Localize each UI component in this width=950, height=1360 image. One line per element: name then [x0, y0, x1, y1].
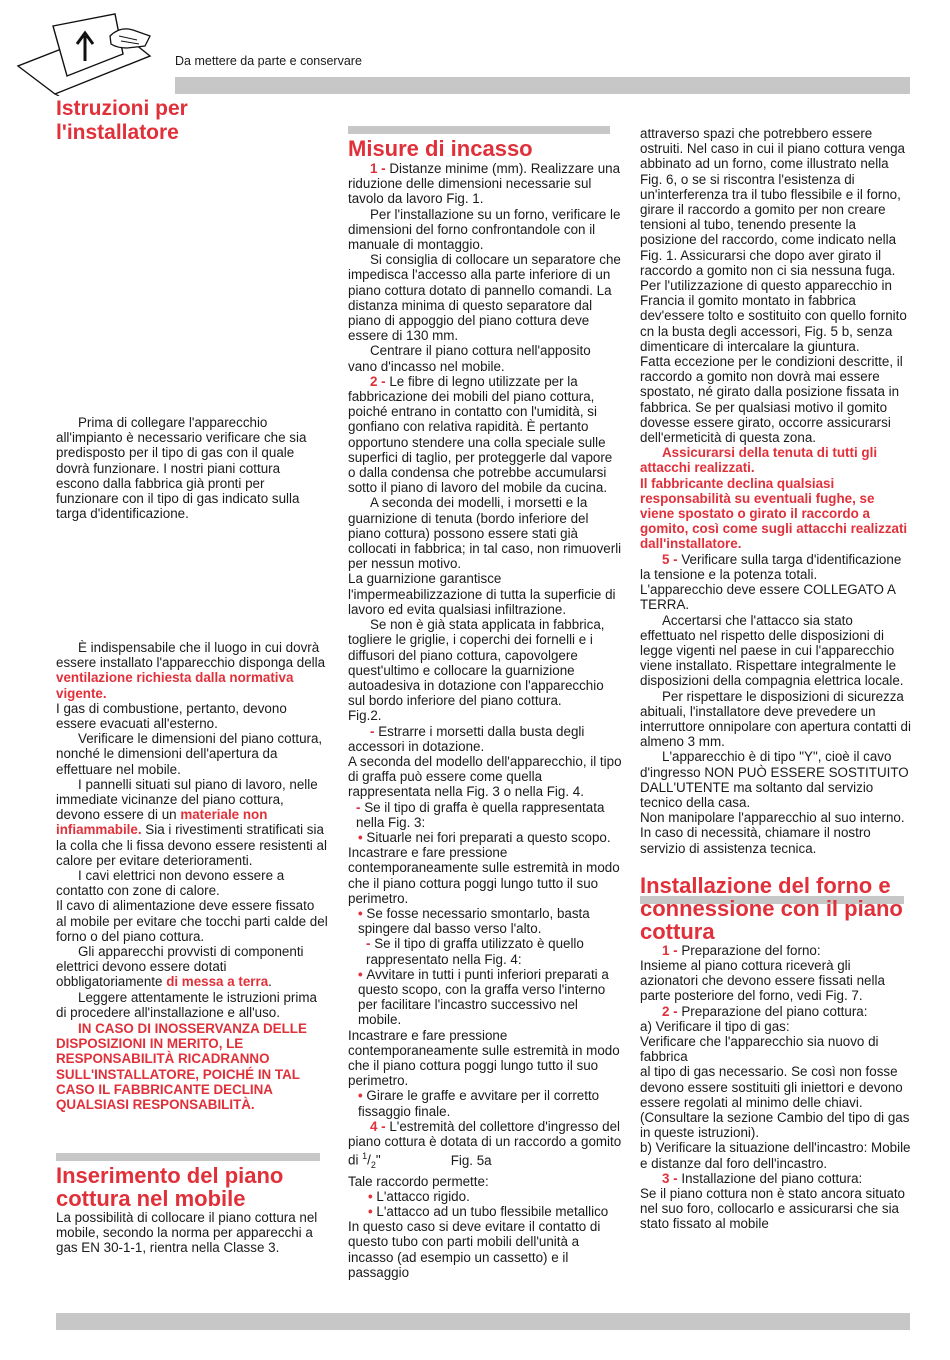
paragraph: I pannelli situati sul piano di lavoro, nelle immediate vicinanze del piano cottura, devono essere di un materiale non infiammabile. Sia i rivestimenti stratificati sia la colla che li fissa devono essere resistenti al calore per evitare deterioramenti. — [56, 776, 327, 868]
paragraph: Fatta eccezione per le condizioni descritte, il raccordo a gomito non dovrà mai essere spostato, né girato dalla posizione fissata in fabbrica. Se per qualsiasi motivo il gomito dovesse essere girato, occorre assicurarsi dell'ermeticità di questa zona. — [640, 354, 903, 446]
warning-text: Assicurarsi della tenuta di tutti gli attacchi realizzati. — [640, 445, 878, 476]
column1-section — [56, 1164, 326, 1256]
column2-top-bar — [348, 126, 610, 134]
paragraph: Gli apparecchi provvisti di componenti elettrici devono essere dotati obbligatoriamente di messa a terra. — [56, 944, 304, 990]
paragraph: A seconda dei modelli, i morsetti e la guarnizione di tenuta (bordo inferiore del piano cottura) possono essere stati già collocati in fabbrica; in tal caso, non rimuoverli per nessun motivo. — [348, 495, 622, 572]
paragraph: Prima di collegare l'apparecchio all'impianto è necessario verificare che sia predisposto per il tipo di gas con il quale dovrà funzionare. I nostri piani cottura escono dalla fabbrica già pronti per funzionare con il tipo di gas indicato sulla targa d'identificazione. — [56, 415, 307, 522]
paragraph: I gas di combustione, pertanto, devono essere evacuati all'esterno. — [56, 700, 287, 732]
paragraph: Il cavo di alimentazione deve essere fissato al mobile per evitare che tocchi parti calde del forno o del piano cottura. — [56, 898, 328, 944]
paragraph: Tale raccordo permette: — [348, 1173, 489, 1189]
paragraph: Per l'utilizzazione di questo apparecchio in Francia il gomito montato in fabbrica dev'essere tolto e sostituito con quello fornito cn la busta degli accessori, Fig. 5 b, senza dimenticare di intercalare la giuntura. — [640, 278, 907, 354]
page-title: Istruzioni per l'installatore — [56, 97, 188, 144]
paragraph: Per l'installazione su un forno, verificare le dimensioni del forno confrontandole con il manuale di montaggio. — [348, 206, 621, 253]
list-item: • L'attacco rigido. — [368, 1188, 470, 1204]
paragraph: Si consiglia di collocare un separatore che impedisca l'accesso alla parte inferiore di un piano cottura dotato di pannello comandi. La distanza minima di questo separatore dal piano di appoggio del piano cottura deve essere di 130 mm. — [348, 252, 621, 344]
paragraph: b) Verificare la situazione dell'incastro: Mobile e distanze dal foro dell'incastro. — [640, 1140, 911, 1171]
paragraph: 5 - Verificare sulla targa d'identificazione la tensione e la potenza totali. — [640, 551, 902, 582]
paragraph: Centrare il piano cottura nell'apposito vano d'incasso nel mobile. — [348, 343, 591, 374]
paragraph: I cavi elettrici non devono essere a contatto con zone di calore. — [56, 868, 285, 899]
column2 — [348, 137, 623, 1280]
paragraph: attraverso spazi che potrebbero essere ostruiti. Nel caso in cui il piano cottura venga abbinato ad un forno, come illustrato nella Fig. 6, o se si riscontra l'esistenza di un'interferenza tra il tubo flessibile e il forno, girare il raccordo a gomito per non creare tensioni al tubo, tenendo presente la posizione del raccordo, come indicato nella Fig. 1. Assicurarsi che dopo aver girato il raccordo a gomito non ci sia nessuna fuga. — [640, 126, 905, 278]
paragraph: Incastrare e fare pressione contemporaneamente sulle estremità in modo che il piano cottura poggi lungo tutto il suo perimetro. — [348, 1027, 620, 1089]
paragraph: Leggere attentamente le istruzioni prima di procedere all'installazione e all'uso. — [56, 989, 317, 1020]
warning-text: Il fabbricante declina qualsiasi responsabilità su eventuali fughe, se viene spostato o girato il raccordo a gomito, così come sugli attacchi realizzati dall'installatore. — [640, 475, 908, 552]
paragraph: L'apparecchio deve essere COLLEGATO A TERRA. — [640, 582, 896, 613]
paragraph: 4 - L'estremità del collettore d'ingresso del piano cottura è dotata di un raccordo a gomito di $^1/_2$" Fig. 5a — [348, 1118, 622, 1171]
paragraph: 2 - Le fibre di legno utilizzate per la fabbricazione dei mobili del piano cottura, poiché entrano in contatto con l'umidità, si gonfiano con relativa rapidità. È pertanto opportuno stendere una colla speciale sulle superfici di taglio, per proteggerle dal vapore o dalla condensa che potrebbe accumularsi sotto il piano di lavoro del mobile da cucina. — [348, 373, 613, 496]
list-item: • Avvitare in tutti i punti inferiori preparati a questo scopo, con la graffa verso l'interno per facilitare l'incastro successivo nel mobile. — [358, 966, 609, 1028]
paragraph: In questo caso si deve evitare il contatto di questo tubo con parti mobili dell'unità a incasso (ad esempio un cassetto) e il passaggio — [348, 1219, 601, 1280]
paragraph: 2 - Preparazione del piano cottura: — [662, 1003, 868, 1019]
section-heading: Inserimento del piano cottura nel mobile — [56, 1163, 284, 1211]
paragraph: Se il piano cottura non è stato ancora situato nel suo foro, collocarlo e assicurarsi che sia stato fissato al mobile — [640, 1186, 906, 1232]
header-tagline: Da mettere da parte e conservare — [175, 54, 362, 68]
paragraph: A seconda del modello dell'apparecchio, il tipo di graffa può essere come quella rappresentata nella Fig. 3 o nella Fig. 4. — [348, 753, 622, 800]
list-item: • Situarle nei fori preparati a questo scopo. — [358, 829, 611, 845]
column1-body — [56, 640, 328, 1112]
paragraph: La possibilità di collocare il piano cottura nel mobile, secondo la norma per apparecchi a gas EN 30-1-1, rientra nella Classe 3. — [56, 1210, 318, 1256]
paragraph: Verificare le dimensioni del piano cottura, nonché le dimensioni dell'apertura da effettuare nel mobile. — [56, 731, 323, 777]
paragraph: Incastrare e fare pressione contemporaneamente sulle estremità in modo che il piano cottura poggi lungo tutto il suo perimetro. — [348, 845, 620, 906]
list-item: • Girare le graffe e avvitare per il corretto fissaggio finale. — [358, 1088, 600, 1119]
column3 — [640, 126, 912, 1232]
hand-lifting-page-icon — [15, 6, 155, 96]
paragraph: Insieme al piano cottura riceverà gli azionatori che devono essere fissati nella parte posteriore del forno, vedi Fig. 7. — [640, 957, 885, 1004]
paragraph: Fig.2. — [348, 708, 382, 724]
column1-intro — [56, 415, 326, 521]
list-item: - Se il tipo di graffa utilizzato è quello rappresentato nella Fig. 4: — [366, 936, 584, 967]
list-item: - Se il tipo di graffa è quella rappresentata nella Fig. 3: — [356, 799, 605, 830]
column1-section-bar — [56, 1153, 320, 1161]
footer-bar — [56, 1313, 910, 1330]
header-bar — [175, 77, 910, 94]
paragraph: Verificare che l'apparecchio sia nuovo di fabbrica — [640, 1033, 879, 1065]
paragraph: al tipo di gas necessario. Se così non fosse devono essere sostituiti gli iniettori e devono essere regolati al minimo delle chiavi. (Consultare la sezione Cambio del tipo di gas in queste istruzioni). — [640, 1064, 910, 1141]
paragraph: a) Verificare il tipo di gas: — [640, 1018, 790, 1034]
paragraph: La guarnizione garantisce l'impermeabilizzazione di tutta la superficie di lavoro ed evita qualsiasi infiltrazione. — [348, 571, 616, 617]
paragraph: L'apparecchio è di tipo "Y", cioè il cavo d'ingresso NON PUÒ ESSERE SOSTITUITO DALL'UTENTE ma soltanto dal servizio tecnico della casa. — [640, 749, 909, 810]
section-heading: Misure di incasso — [348, 136, 533, 161]
paragraph: Non manipolare l'apparecchio al suo interno. In caso di necessità, chiamare il nostro servizio di assistenza tecnica. — [640, 810, 905, 856]
section-heading: Installazione del forno e connessione con il piano cottura — [640, 872, 903, 944]
list-item: • Se fosse necessario smontarlo, basta spingere dal basso verso l'alto. — [358, 905, 590, 937]
paragraph: 1 - Distanze minime (mm). Realizzare una riduzione delle dimensioni necessarie sul tavolo da lavoro Fig. 1. — [348, 161, 621, 207]
paragraph: - Estrarre i morsetti dalla busta degli accessori in dotazione. — [348, 723, 585, 754]
list-item: • L'attacco ad un tubo flessibile metallico — [368, 1203, 609, 1219]
paragraph: È indispensabile che il luogo in cui dovrà essere installato l'apparecchio disponga della ventilazione richiesta dalla normativa vigente. — [56, 640, 326, 701]
paragraph: Per rispettare le disposizioni di sicurezza abituali, l'installatore deve prevedere un interruttore onnipolare con apertura contatti di almeno 3 mm. — [640, 688, 911, 750]
paragraph: Se non è già stata applicata in fabbrica, togliere le griglie, i coperchi dei fornelli e i diffusori del piano cottura, capovolgere quest'ultimo e collocare la guarnizione autoadesiva in dotazione con l'apparecchio sul bordo inferiore del piano cottura. — [348, 617, 605, 709]
paragraph: 1 - Preparazione del forno: — [662, 942, 821, 958]
paragraph: 3 - Installazione del piano cottura: — [662, 1170, 863, 1186]
paragraph: Accertarsi che l'attacco sia stato effettuato nel rispetto delle disposizioni di legge vigenti nel paese in cui l'apparecchio viene installato. Rispettare integralmente le disposizioni della compagnia elettrica locale. — [640, 612, 904, 689]
warning-text: IN CASO DI INOSSERVANZA DELLE DISPOSIZIONI IN MERITO, LE RESPONSABILITÀ RICADRANNO SULL'INSTALLATORE, POICHÉ IN TAL CASO IL FABBRICANTE DECLINA QUALSIASI RESPONSABILITÀ. — [56, 1021, 307, 1113]
